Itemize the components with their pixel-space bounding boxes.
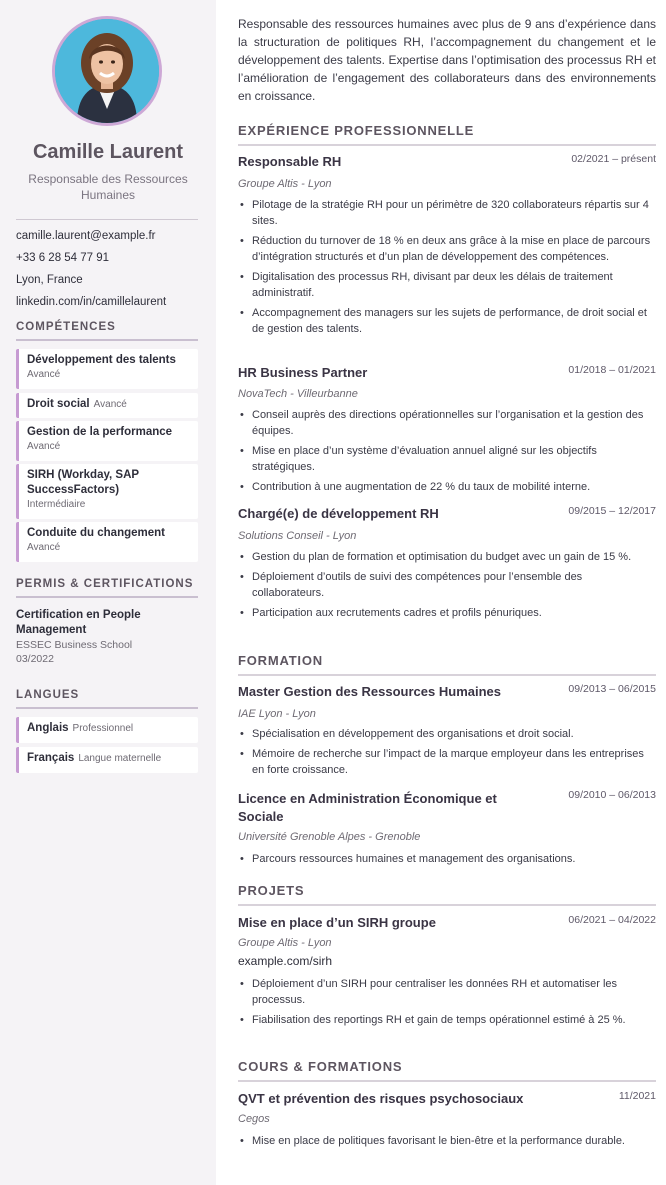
- job-dates: 01/2018 – 01/2021: [568, 364, 656, 376]
- contact-phone[interactable]: +33 6 28 54 77 91: [16, 252, 110, 264]
- skill-item: [16, 522, 198, 562]
- skill-name: Développement des talents: [27, 354, 176, 366]
- divider: [16, 219, 198, 220]
- bullet-item: • Parcours ressources humaines et management des organisations.: [238, 851, 656, 867]
- certification-date: 03/2022: [16, 653, 54, 665]
- skill-name: SIRH (Workday, SAP SuccessFactors): [27, 469, 139, 496]
- bullet-item: • Conseil auprès des directions opérationnelles sur l’organisation et la gestion des équipes.: [238, 407, 656, 439]
- project-dates: 06/2021 – 04/2022: [568, 914, 656, 926]
- skill-item: [16, 349, 198, 389]
- job-title: Responsable RH: [238, 154, 342, 169]
- degree-school: Université Grenoble Alpes - Grenoble: [238, 831, 421, 843]
- bullet-item: • Mise en place de politiques favorisant le bien-être et la performance durable.: [238, 1133, 656, 1149]
- language-level: Langue maternelle: [78, 753, 162, 764]
- bullet-item: • Spécialisation en développement des organisations et droit social.: [238, 726, 656, 742]
- courses-heading: COURS & FORMATIONS: [238, 1059, 656, 1082]
- bullet-item: • Accompagnement des managers sur les sujets de performance, de droit social et de gestion des talents.: [238, 305, 656, 337]
- bullet-item: • Gestion du plan de formation et optimisation du budget avec un gain de 15 %.: [238, 549, 656, 565]
- avatar: [52, 16, 162, 126]
- degree-title: Licence en Administration Économique et Sociale: [238, 791, 497, 824]
- contact-linkedin[interactable]: linkedin.com/in/camillelaurent: [16, 296, 167, 308]
- degree-dates: 09/2013 – 06/2015: [568, 683, 656, 695]
- degree-bullets: [238, 851, 656, 871]
- certification-item: [16, 608, 198, 666]
- project-link[interactable]: example.com/sirh: [238, 954, 333, 968]
- bullet-item: • Réduction du turnover de 18 % en deux ans grâce à la mise en place de parcours d’intégration structurés et d’un plan de développement des compétences.: [238, 233, 656, 265]
- course-provider: Cegos: [238, 1113, 270, 1125]
- profile-photo-icon: [55, 19, 159, 123]
- skill-level: Avancé: [93, 399, 127, 410]
- course-title: QVT et prévention des risques psychosociaux: [238, 1091, 524, 1106]
- bullet-item: • Pilotage de la stratégie RH pour un périmètre de 320 collaborateurs répartis sur 4 sites.: [238, 197, 656, 229]
- projects-heading: PROJETS: [238, 883, 656, 906]
- skill-item: [16, 464, 198, 519]
- degree-school: IAE Lyon - Lyon: [238, 708, 316, 720]
- job-bullets: [238, 549, 656, 625]
- job-organization: Groupe Altis - Lyon: [238, 178, 332, 190]
- language-name: Français: [27, 752, 75, 764]
- skill-name: Conduite du changement: [27, 527, 165, 539]
- skill-level: Avancé: [27, 542, 61, 553]
- project-title: Mise en place d’un SIRH groupe: [238, 915, 436, 930]
- skill-level: Intermédiaire: [27, 499, 86, 510]
- project-organization: Groupe Altis - Lyon: [238, 937, 332, 949]
- project-bullets: [238, 976, 656, 1032]
- contact-location: Lyon, France: [16, 274, 83, 286]
- job-bullets: [238, 197, 656, 341]
- course-bullets: [238, 1133, 656, 1153]
- bullet-item: • Contribution à une augmentation de 22 % du taux de mobilité interne.: [238, 479, 656, 495]
- job-bullets: [238, 407, 656, 499]
- job-title: Chargé(e) de développement RH: [238, 506, 439, 521]
- skills-heading: COMPÉTENCES: [16, 321, 198, 341]
- job-dates: 09/2015 – 12/2017: [568, 505, 656, 517]
- skill-name: Droit social: [27, 398, 90, 410]
- job-title: HR Business Partner: [238, 365, 368, 380]
- job-organization: NovaTech - Villeurbanne: [238, 388, 358, 400]
- certification-issuer: ESSEC Business School: [16, 639, 133, 651]
- languages-heading: LANGUES: [16, 689, 198, 709]
- course-dates: 11/2021: [618, 1090, 656, 1102]
- bullet-item: • Fiabilisation des reportings RH et gain de temps opérationnel estimé à 25 %.: [238, 1012, 656, 1028]
- bullet-item: • Mise en place d’un système d’évaluation annuel aligné sur les objectifs stratégiques.: [238, 443, 656, 475]
- skill-level: Avancé: [27, 369, 61, 380]
- certification-name: Certification en People Management: [16, 609, 141, 636]
- bullet-item: • Digitalisation des processus RH, divisant par deux les délais de traitement administratif.: [238, 269, 656, 301]
- bullet-item: • Participation aux recrutements cadres et profils pénuriques.: [238, 605, 656, 621]
- language-level: Professionnel: [72, 723, 134, 734]
- degree-dates: 09/2010 – 06/2013: [568, 789, 656, 801]
- job-organization: Solutions Conseil - Lyon: [238, 530, 357, 542]
- sidebar: [0, 0, 216, 1185]
- degree-title: Master Gestion des Ressources Humaines: [238, 684, 501, 699]
- language-item: [16, 747, 198, 773]
- contact-email[interactable]: camille.laurent@example.fr: [16, 230, 156, 242]
- skill-level: Avancé: [27, 441, 61, 452]
- bullet-item: • Déploiement d’outils de suivi des compétences pour l’ensemble des collaborateurs.: [238, 569, 656, 601]
- experience-heading: EXPÉRIENCE PROFESSIONNELLE: [238, 123, 656, 146]
- profile-name: Camille Laurent: [32, 141, 184, 163]
- degree-bullets: [238, 726, 656, 782]
- bullet-item: • Déploiement d’un SIRH pour centraliser les données RH et automatiser les processus.: [238, 976, 656, 1008]
- education-heading: FORMATION: [238, 653, 656, 676]
- profile-summary: Responsable des ressources humaines avec plus de 9 ans d’expérience dans la structuration de politiques RH, l’accompagnement du changement et le développement des talents. Expertise dans l’optimisation des processus RH et l’amélioration de l’engagement des collaborateurs dans des environnements en croissance.: [238, 17, 656, 103]
- language-name: Anglais: [27, 722, 69, 734]
- bullet-item: • Mémoire de recherche sur l’impact de la marque employeur dans les entreprises en forte croissance.: [238, 746, 656, 778]
- skill-item: [16, 421, 198, 461]
- job-dates: 02/2021 – présent: [571, 153, 656, 165]
- skill-name: Gestion de la performance: [27, 426, 173, 438]
- profile-title: Responsable des Ressources Humaines: [28, 172, 188, 202]
- skill-item: [16, 393, 198, 418]
- certifications-heading: PERMIS & CERTIFICATIONS: [16, 578, 198, 598]
- language-item: [16, 717, 198, 743]
